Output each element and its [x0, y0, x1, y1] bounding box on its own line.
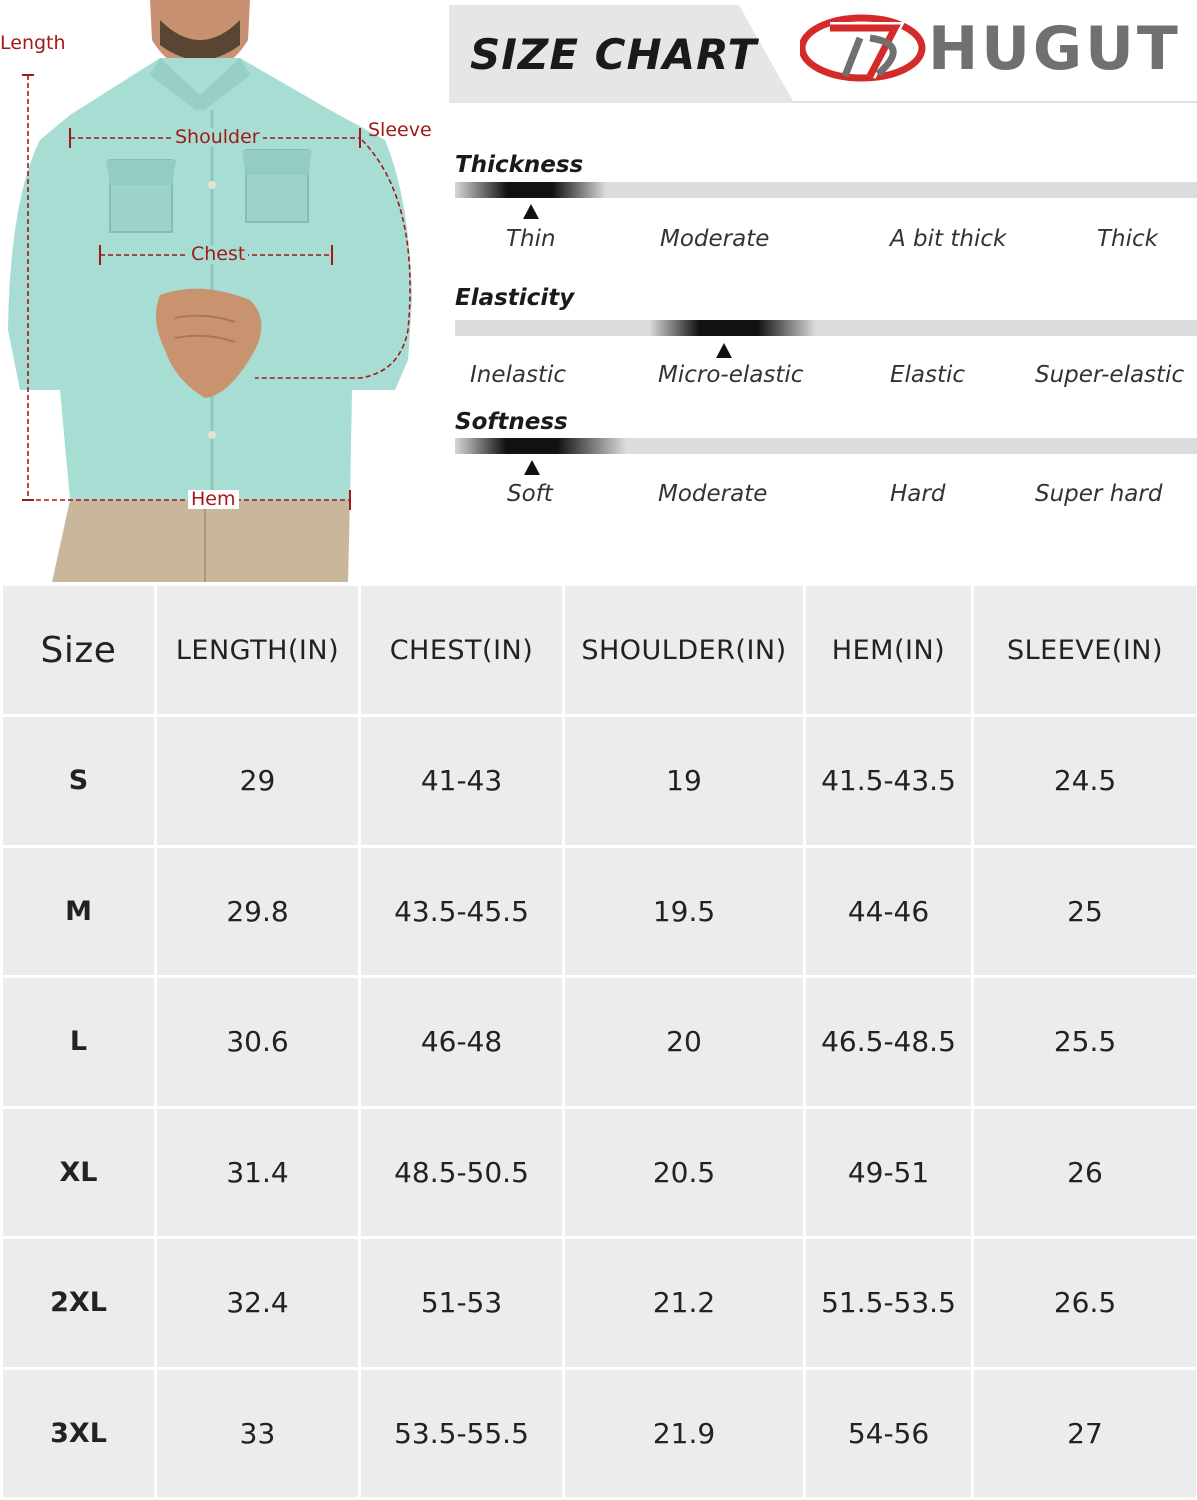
elasticity-option: Micro-elastic [658, 362, 804, 388]
elasticity-marker-icon [716, 343, 732, 358]
table-row [3, 848, 1196, 976]
thickness-option: Thin [506, 226, 556, 252]
chest-cell: 48.5-50.5 [361, 1109, 562, 1237]
length-cell: 33 [157, 1370, 358, 1498]
column-header-length: LENGTH(IN) [157, 586, 358, 714]
page-title: SIZE CHART [470, 30, 758, 79]
sleeve-cell: 24.5 [974, 717, 1196, 845]
thickness-option: Thick [1097, 226, 1158, 252]
sleeve-cell: 25.5 [974, 978, 1196, 1106]
table-row [3, 1109, 1196, 1237]
chest-cell: 46-48 [361, 978, 562, 1106]
sleeve-label: Sleeve [368, 119, 432, 141]
table-header-row [3, 586, 1196, 714]
shoulder-cell: 21.2 [565, 1239, 803, 1367]
column-header-hem: HEM(IN) [806, 586, 971, 714]
shoulder-cell: 19 [565, 717, 803, 845]
shoulder-cell: 21.9 [565, 1370, 803, 1498]
length-cell: 29.8 [157, 848, 358, 976]
hem-cell: 54-56 [806, 1370, 971, 1498]
size-table [0, 583, 1197, 1500]
brand-logo [800, 8, 1185, 88]
elasticity-option: Inelastic [470, 362, 567, 388]
size-cell: 3XL [3, 1370, 154, 1498]
size-cell: XL [3, 1109, 154, 1237]
column-header-sleeve: SLEEVE(IN) [974, 586, 1196, 714]
softness-marker-icon [524, 460, 540, 475]
softness-option: Super hard [1035, 481, 1163, 507]
table-row [3, 1239, 1196, 1367]
elasticity-scale [455, 320, 1197, 336]
softness-option: Moderate [658, 481, 768, 507]
thickness-scale [455, 182, 1197, 198]
chest-cell: 53.5-55.5 [361, 1370, 562, 1498]
length-cell: 30.6 [157, 978, 358, 1106]
thickness-option: A bit thick [890, 226, 1007, 252]
shoulder-cell: 19.5 [565, 848, 803, 976]
hem-cell: 41.5-43.5 [806, 717, 971, 845]
hem-cell: 49-51 [806, 1109, 971, 1237]
chest-cell: 51-53 [361, 1239, 562, 1367]
column-header-shoulder: SHOULDER(IN) [565, 586, 803, 714]
size-cell: L [3, 978, 154, 1106]
length-cell: 29 [157, 717, 358, 845]
size-cell: S [3, 717, 154, 845]
brand-name: HUGUT [928, 14, 1181, 84]
table-row [3, 978, 1196, 1106]
size-cell: M [3, 848, 154, 976]
chest-label: Chest [188, 245, 248, 264]
table-row [3, 1370, 1196, 1498]
hem-cell: 44-46 [806, 848, 971, 976]
brand-emblem-icon [800, 8, 930, 88]
elasticity-title: Elasticity [455, 285, 575, 311]
elasticity-option: Elastic [890, 362, 966, 388]
hem-cell: 46.5-48.5 [806, 978, 971, 1106]
thickness-option: Moderate [660, 226, 770, 252]
sleeve-cell: 25 [974, 848, 1196, 976]
sleeve-cell: 26.5 [974, 1239, 1196, 1367]
shoulder-cell: 20 [565, 978, 803, 1106]
chest-cell: 43.5-45.5 [361, 848, 562, 976]
column-header-size: Size [3, 586, 154, 714]
softness-option: Hard [890, 481, 946, 507]
size-cell: 2XL [3, 1239, 154, 1367]
sleeve-cell: 27 [974, 1370, 1196, 1498]
thickness-indicator [455, 182, 605, 198]
column-header-chest: CHEST(IN) [361, 586, 562, 714]
softness-indicator [455, 438, 625, 454]
length-label: Length [0, 32, 66, 54]
softness-option: Soft [507, 481, 553, 507]
elasticity-indicator [650, 320, 815, 336]
shirt-illustration [0, 0, 440, 582]
sleeve-cell: 26 [974, 1109, 1196, 1237]
elasticity-option: Super-elastic [1035, 362, 1185, 388]
length-cell: 32.4 [157, 1239, 358, 1367]
thickness-marker-icon [523, 204, 539, 219]
thickness-title: Thickness [455, 152, 584, 178]
hem-cell: 51.5-53.5 [806, 1239, 971, 1367]
chest-cell: 41-43 [361, 717, 562, 845]
table-row [3, 717, 1196, 845]
hem-label: Hem [188, 490, 239, 509]
shoulder-label: Shoulder [172, 128, 263, 147]
softness-scale [455, 438, 1197, 454]
softness-title: Softness [455, 409, 568, 435]
length-cell: 31.4 [157, 1109, 358, 1237]
shoulder-cell: 20.5 [565, 1109, 803, 1237]
